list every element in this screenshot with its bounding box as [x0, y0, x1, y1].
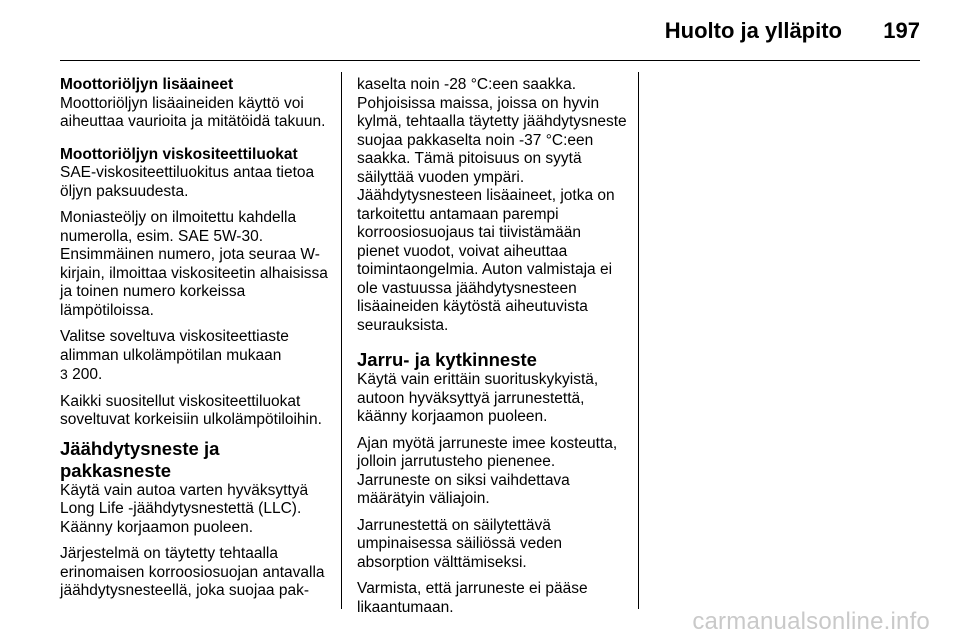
oil-additives-section	[60, 76, 330, 132]
page-title: Huolto ja ylläpito	[664, 18, 842, 43]
oil-additives-text: Moottoriöljyn lisäaineiden käyttö voi aiheuttaa vaurioita ja mitätöidä takuun.	[60, 94, 326, 130]
page-header	[0, 0, 960, 60]
coolant-p2: Järjestelmä on täytetty tehtaalla erinomaisen korroosiosuojan antavalla jäähdytysnesteellä, joka suojaa pak-	[60, 545, 325, 599]
oil-additives-heading: Moottoriöljyn lisäaineet	[60, 76, 234, 93]
brake-p2: Ajan myötä jarruneste imee kosteutta, jolloin jarrutusteho pienenee. Jarruneste on siksi vaihdettava määrätyin väliajoin.	[357, 434, 618, 507]
column-left	[60, 76, 330, 609]
coolant-p1: Käytä vain autoa varten hyväksyttyä Long Life -jäähdytysnestettä (LLC). Käänny korjaamon puoleen.	[60, 481, 309, 536]
page-reference-icon: 3	[60, 366, 68, 382]
watermark: carmanualsonline.info	[692, 608, 930, 635]
column-middle	[357, 76, 627, 625]
viscosity-p3-text: Valitse soveltuva viskositeettiaste alimman ulkolämpötilan mukaan	[60, 328, 289, 364]
brake-p3: Jarrunestettä on säilytettävä umpinaisessa säiliössä veden absorption välttämiseksi.	[357, 516, 563, 571]
coolant-heading: Jäähdytysneste ja pakkasneste	[60, 437, 220, 481]
column-divider-left	[341, 72, 342, 609]
viscosity-p1: SAE-viskositeettiluokitus antaa tietoa öljyn paksuudesta.	[60, 164, 315, 200]
viscosity-p4: Kaikki suositellut viskositeettiluokat soveltuvat korkeisiin ulkolämpötiloihin.	[60, 392, 322, 428]
coolant-continued: kaselta noin -28 °C:een saakka. Pohjoisissa maissa, joissa on hyvin kylmä, tehtaalla täytetty jäähdytysneste suojaa pakkaselta noin -37 °C:een saakka. Tämä pitoisuus on syytä säilyttää vuoden ympäri. Jäähdytysnesteen lisäaineet, jotka on tarkoitettu antamaan parempi korroosiosuojaus tai tiivistämään pienet vuodot, voivat aiheuttaa toimintaongelmia. Auton valmistaja ei ole vastuussa jäähdytysnesteen lisäaineiden käytöstä aiheutuvista seurauksista.	[357, 76, 627, 334]
viscosity-p3	[60, 328, 330, 385]
brake-heading: Jarru- ja kytkinneste	[357, 349, 537, 370]
viscosity-heading: Moottoriöljyn viskositeettiluokat	[60, 145, 298, 163]
viscosity-p2: Moniasteöljy on ilmoitettu kahdella numerolla, esim. SAE 5W-30. Ensimmäinen numero, jota seuraa W-kirjain, ilmoittaa viskositeetin alhaisissa ja toinen numero korkeissa lämpötiloissa.	[60, 209, 328, 319]
page-number: 197	[883, 18, 920, 43]
viscosity-intro	[60, 146, 330, 202]
column-divider-right	[638, 72, 639, 609]
header-rule	[60, 60, 920, 61]
brake-p4: Varmista, että jarruneste ei pääse likaantumaan.	[357, 580, 588, 616]
brake-p1: Käytä vain erittäin suorituskykyistä, autoon hyväksyttyä jarrunestettä, käänny korjaamon puoleen.	[357, 371, 599, 425]
page-reference-link[interactable]: 200.	[72, 366, 103, 383]
